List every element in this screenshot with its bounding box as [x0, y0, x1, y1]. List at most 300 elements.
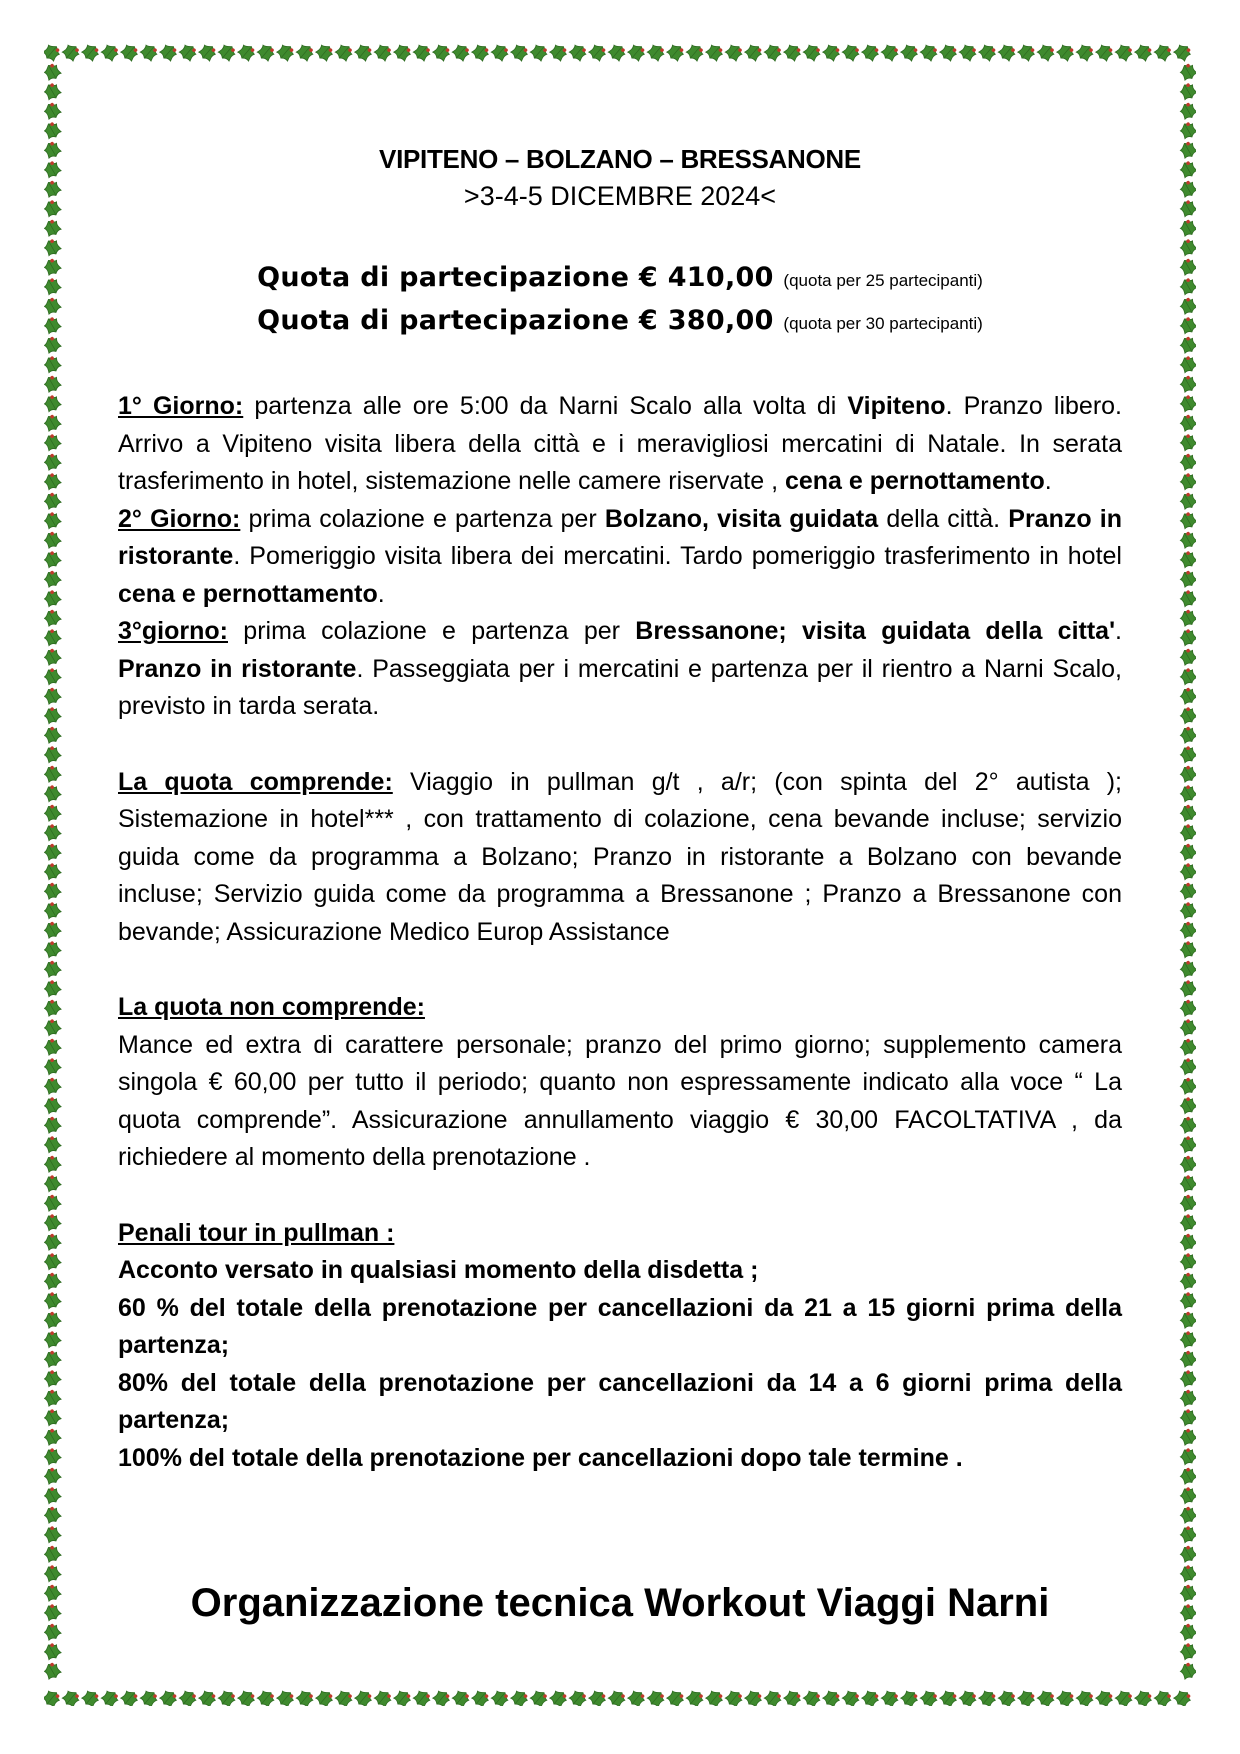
penalty-item: 80% del totale della prenotazione per cancellazioni da 14 a 6 giorni prima della partenza;	[118, 1368, 1122, 1434]
day-1-text: partenza alle ore 5:00 da Narni Scalo alla volta di	[243, 392, 848, 420]
holly-leaf-icon	[1178, 1290, 1196, 1310]
holly-leaf-icon	[880, 44, 900, 63]
holly-leaf-icon	[197, 1688, 217, 1706]
holly-leaf-icon	[782, 1688, 802, 1706]
holly-leaf-icon	[1178, 81, 1196, 101]
day-3-bold: Pranzo in ristorante	[118, 654, 357, 683]
holly-leaf-icon	[1178, 1349, 1196, 1369]
holly-leaf-icon	[1178, 1056, 1196, 1076]
holly-leaf-icon	[1172, 44, 1192, 63]
holly-leaf-icon	[1178, 1446, 1196, 1466]
holly-leaf-icon	[44, 1407, 62, 1427]
holly-leaf-icon	[44, 861, 62, 881]
excludes-heading: La quota non comprende:	[118, 993, 425, 1021]
holly-leaf-icon	[44, 491, 62, 511]
holly-leaf-icon	[44, 783, 62, 803]
holly-leaf-icon	[1178, 1485, 1196, 1505]
holly-leaf-icon	[334, 1688, 354, 1706]
holly-leaf-icon	[44, 725, 62, 745]
holly-leaf-icon	[1178, 237, 1196, 257]
holly-leaf-icon	[44, 1466, 62, 1486]
holly-leaf-icon	[743, 1688, 763, 1706]
holly-leaf-icon	[44, 666, 62, 686]
holly-leaf-icon	[44, 627, 62, 647]
holly-leaf-icon	[1178, 1037, 1196, 1057]
day-3-paragraph	[118, 613, 1122, 726]
holly-leaf-icon	[1178, 491, 1196, 511]
holly-leaf-icon	[1178, 198, 1196, 218]
holly-leaf-icon	[44, 1076, 62, 1096]
holly-leaf-icon	[821, 1688, 841, 1706]
holly-leaf-icon	[80, 44, 100, 63]
holly-leaf-icon	[1178, 1017, 1196, 1037]
holly-leaf-icon	[275, 1688, 295, 1706]
holly-leaf-icon	[1178, 1622, 1196, 1642]
holly-leaf-icon	[685, 44, 705, 63]
holly-leaf-icon	[44, 510, 62, 530]
holly-leaf-icon	[665, 1688, 685, 1706]
holly-leaf-icon	[1178, 432, 1196, 452]
holly-leaf-icon	[997, 1688, 1017, 1706]
penalties-heading: Penali tour in pullman :	[118, 1218, 395, 1247]
holly-leaf-icon	[1178, 510, 1196, 530]
holly-leaf-icon	[178, 44, 198, 63]
includes-paragraph	[118, 764, 1122, 952]
holly-leaf-icon	[1178, 140, 1196, 160]
holly-leaf-icon	[44, 1095, 62, 1115]
holly-leaf-icon	[44, 374, 62, 394]
day-3-heading: 3°giorno:	[118, 617, 228, 645]
holly-leaf-icon	[100, 44, 120, 63]
holly-leaf-icon	[392, 1688, 412, 1706]
holly-leaf-icon	[1075, 1688, 1095, 1706]
holly-leaf-icon	[743, 44, 763, 63]
holly-leaf-icon	[100, 1688, 120, 1706]
holly-leaf-icon	[61, 44, 81, 63]
holly-leaf-icon	[1178, 1583, 1196, 1603]
holly-leaf-icon	[1178, 744, 1196, 764]
day-1-text: .	[1044, 467, 1052, 495]
holly-leaf-icon	[1178, 608, 1196, 628]
day-2-paragraph	[118, 501, 1122, 614]
excludes-text: Mance ed extra di carattere personale; pranzo del primo giorno; supplemento camera singola € 60,00 per tutto il periodo; quanto non espressamente indicato alla voce “ La quota comprende”. Assicurazione annullamento viaggio € 30,00 FACOLTATIVA , da richiedere al momento della prenotazione .	[118, 1030, 1122, 1171]
trip-title: VIPITENO – BOLZANO – BRESSANONE	[379, 144, 861, 174]
holly-leaf-icon	[938, 44, 958, 63]
holly-leaf-icon	[1178, 335, 1196, 355]
holly-leaf-icon	[997, 44, 1017, 63]
holly-leaf-icon	[1178, 315, 1196, 335]
holly-leaf-icon	[44, 1622, 62, 1642]
holly-leaf-icon	[899, 1688, 919, 1706]
holly-leaf-icon	[490, 44, 510, 63]
holly-leaf-icon	[1178, 861, 1196, 881]
holly-leaf-icon	[44, 1641, 62, 1661]
holly-leaf-icon	[1133, 1688, 1153, 1706]
holly-leaf-icon	[685, 1688, 705, 1706]
price-quote-note: (quota per 30 partecipanti)	[783, 314, 983, 333]
holly-leaf-icon	[1178, 471, 1196, 491]
holly-leaf-icon	[1075, 44, 1095, 63]
holly-leaf-icon	[295, 44, 315, 63]
holly-leaf-icon	[80, 1688, 100, 1706]
holly-leaf-icon	[392, 44, 412, 63]
holly-leaf-icon	[139, 1688, 159, 1706]
holly-leaf-icon	[919, 44, 939, 63]
holly-leaf-icon	[158, 44, 178, 63]
holly-leaf-icon	[626, 1688, 646, 1706]
holly-leaf-icon	[665, 44, 685, 63]
holly-leaf-icon	[1153, 44, 1173, 63]
holly-leaf-icon	[509, 44, 529, 63]
holly-leaf-icon	[1036, 1688, 1056, 1706]
holly-leaf-icon	[44, 452, 62, 472]
holly-leaf-icon	[1178, 764, 1196, 784]
holly-leaf-icon	[44, 1446, 62, 1466]
holly-leaf-icon	[178, 1688, 198, 1706]
holly-leaf-icon	[353, 1688, 373, 1706]
holly-leaf-icon	[44, 686, 62, 706]
holly-leaf-icon	[1178, 998, 1196, 1018]
holly-leaf-icon	[1178, 627, 1196, 647]
holly-leaf-icon	[44, 1193, 62, 1213]
day-2-bold: Pranzo in ristorante	[118, 504, 1123, 570]
holly-leaf-icon	[44, 1232, 62, 1252]
holly-leaf-icon	[44, 764, 62, 784]
day-3-bold: Bressanone; visita guidata della citta'	[635, 617, 1116, 645]
holly-leaf-icon	[1178, 647, 1196, 667]
holly-leaf-icon	[1055, 1688, 1075, 1706]
penalty-item: 100% del totale della prenotazione per cancellazioni dopo tale termine .	[118, 1443, 963, 1472]
price-quotes	[118, 258, 1122, 344]
holly-leaf-icon	[1178, 257, 1196, 277]
holly-leaf-icon	[1178, 296, 1196, 316]
holly-leaf-icon	[587, 44, 607, 63]
holly-leaf-icon	[802, 1688, 822, 1706]
holly-leaf-icon	[44, 608, 62, 628]
holly-leaf-icon	[977, 1688, 997, 1706]
holly-leaf-icon	[1178, 1310, 1196, 1330]
holly-leaf-icon	[958, 44, 978, 63]
holly-leaf-icon	[529, 44, 549, 63]
holly-leaf-icon	[1178, 62, 1196, 82]
holly-leaf-icon	[295, 1688, 315, 1706]
holly-leaf-icon	[1178, 1251, 1196, 1271]
holly-leaf-icon	[860, 1688, 880, 1706]
holly-leaf-icon	[490, 1688, 510, 1706]
day-3-text: . Passeggiata per i mercatini e partenza per il rientro a Narni Scalo, previsto in tarda serata.	[118, 654, 1122, 720]
holly-leaf-icon	[1178, 842, 1196, 862]
holly-leaf-icon	[1178, 1368, 1196, 1388]
holly-leaf-icon	[44, 335, 62, 355]
holly-leaf-icon	[44, 647, 62, 667]
holly-leaf-icon	[275, 44, 295, 63]
holly-leaf-icon	[1178, 1329, 1196, 1349]
holly-leaf-icon	[44, 393, 62, 413]
holly-leaf-icon	[44, 159, 62, 179]
holly-leaf-icon	[217, 44, 237, 63]
holly-leaf-icon	[470, 44, 490, 63]
holly-leaf-icon	[44, 939, 62, 959]
holly-leaf-icon	[841, 44, 861, 63]
holly-leaf-icon	[1114, 44, 1134, 63]
holly-leaf-icon	[44, 1154, 62, 1174]
holly-leaf-icon	[1178, 1115, 1196, 1135]
holly-leaf-icon	[431, 44, 451, 63]
holly-leaf-icon	[1178, 1544, 1196, 1564]
spacer	[118, 1177, 1122, 1215]
holly-leaf-icon	[451, 44, 471, 63]
holly-leaf-icon	[44, 1505, 62, 1525]
holly-leaf-icon	[44, 1037, 62, 1057]
holly-leaf-icon	[44, 1115, 62, 1135]
price-quote-30	[118, 301, 1122, 344]
holly-leaf-icon	[1178, 1602, 1196, 1622]
penalty-item: Acconto versato in qualsiasi momento della disdetta ;	[118, 1256, 759, 1284]
document-content	[118, 140, 1122, 1477]
holly-leaf-icon	[44, 354, 62, 374]
holly-leaf-icon	[1178, 1661, 1196, 1681]
holly-leaf-icon	[548, 44, 568, 63]
holly-leaf-icon	[1178, 978, 1196, 998]
holly-leaf-icon	[44, 1271, 62, 1291]
holly-leaf-icon	[958, 1688, 978, 1706]
holly-leaf-icon	[314, 44, 334, 63]
holly-leaf-icon	[44, 1563, 62, 1583]
day-2-heading: 2° Giorno:	[118, 504, 241, 533]
holly-leaf-icon	[44, 296, 62, 316]
holly-leaf-icon	[1178, 705, 1196, 725]
holly-leaf-icon	[880, 1688, 900, 1706]
holly-leaf-icon	[44, 81, 62, 101]
holly-leaf-icon	[44, 998, 62, 1018]
holly-leaf-icon	[44, 218, 62, 238]
holly-leaf-icon	[938, 1688, 958, 1706]
penalties-section	[118, 1215, 1122, 1478]
price-quote-note: (quota per 25 partecipanti)	[783, 271, 983, 290]
holly-leaf-icon	[919, 1688, 939, 1706]
itinerary-body	[118, 388, 1122, 1477]
holly-leaf-icon	[44, 1602, 62, 1622]
holly-leaf-icon	[899, 44, 919, 63]
holly-leaf-icon	[44, 900, 62, 920]
day-1-text: . Pranzo libero. Arrivo a Vipiteno visita libera della città e i meravigliosi mercatini di Natale. In serata trasferimento in hotel, sistemazione nelle camere riservate ,	[118, 392, 1123, 495]
holly-leaf-icon	[44, 1524, 62, 1544]
day-1-bold: Vipiteno	[847, 392, 946, 420]
price-quote-label: Quota di partecipazione € 410,00	[257, 262, 774, 293]
holly-leaf-icon	[1094, 44, 1114, 63]
holly-leaf-icon	[1016, 1688, 1036, 1706]
holly-leaf-icon	[44, 920, 62, 940]
holly-leaf-icon	[1178, 588, 1196, 608]
holly-leaf-icon	[44, 237, 62, 257]
holly-leaf-icon	[977, 44, 997, 63]
holly-leaf-icon	[724, 44, 744, 63]
holly-leaf-icon	[1178, 218, 1196, 238]
penalty-item: 60 % del totale della prenotazione per cancellazioni da 21 a 15 giorni prima della partenza;	[118, 1293, 1122, 1359]
holly-leaf-icon	[44, 881, 62, 901]
holly-leaf-icon	[1178, 900, 1196, 920]
holly-leaf-icon	[860, 44, 880, 63]
holly-leaf-icon	[44, 1485, 62, 1505]
day-1-bold: cena e pernottamento	[784, 467, 1045, 495]
holly-leaf-icon	[44, 413, 62, 433]
holly-leaf-icon	[1178, 179, 1196, 199]
holly-leaf-icon	[1178, 374, 1196, 394]
holly-leaf-icon	[763, 1688, 783, 1706]
holly-leaf-icon	[1178, 569, 1196, 589]
holly-leaf-icon	[44, 978, 62, 998]
holly-leaf-icon	[44, 1544, 62, 1564]
includes-heading: La quota comprende:	[118, 767, 393, 796]
holly-leaf-icon	[236, 1688, 256, 1706]
holly-leaf-icon	[236, 44, 256, 63]
holly-leaf-icon	[44, 1583, 62, 1603]
holly-leaf-icon	[1178, 881, 1196, 901]
day-2-text: prima colazione e partenza per	[240, 504, 605, 533]
holly-leaf-icon	[1178, 1641, 1196, 1661]
holly-leaf-icon	[1036, 44, 1056, 63]
holly-leaf-icon	[646, 1688, 666, 1706]
holly-leaf-icon	[44, 101, 62, 121]
holly-leaf-icon	[44, 1329, 62, 1349]
holly-leaf-icon	[44, 569, 62, 589]
holly-leaf-icon	[568, 44, 588, 63]
holly-leaf-icon	[1178, 393, 1196, 413]
holly-leaf-icon	[44, 140, 62, 160]
holly-leaf-icon	[1055, 44, 1075, 63]
holly-leaf-icon	[782, 44, 802, 63]
holly-leaf-icon	[44, 1310, 62, 1330]
holly-leaf-icon	[44, 588, 62, 608]
holly-leaf-icon	[1178, 413, 1196, 433]
holly-leaf-icon	[119, 1688, 139, 1706]
holly-leaf-icon	[44, 1349, 62, 1369]
holly-leaf-icon	[44, 179, 62, 199]
holly-leaf-icon	[1178, 1466, 1196, 1486]
holly-leaf-icon	[1178, 1524, 1196, 1544]
holly-leaf-icon	[158, 1688, 178, 1706]
holly-leaf-icon	[1178, 120, 1196, 140]
holly-leaf-icon	[256, 44, 276, 63]
holly-leaf-icon	[568, 1688, 588, 1706]
holly-leaf-icon	[1178, 822, 1196, 842]
holly-leaf-icon	[451, 1688, 471, 1706]
holly-leaf-icon	[1178, 354, 1196, 374]
day-1-heading: 1° Giorno:	[118, 392, 244, 420]
day-2-text: . Pomeriggio visita libera dei mercatini. Tardo pomeriggio trasferimento in hotel	[233, 542, 1122, 570]
holly-leaf-icon	[704, 44, 724, 63]
holly-leaf-icon	[44, 549, 62, 569]
holly-leaf-icon	[412, 1688, 432, 1706]
holly-leaf-icon	[44, 842, 62, 862]
holly-leaf-icon	[44, 1251, 62, 1271]
holly-leaf-icon	[587, 1688, 607, 1706]
holly-leaf-icon	[44, 530, 62, 550]
holly-leaf-icon	[1178, 452, 1196, 472]
holly-leaf-icon	[431, 1688, 451, 1706]
holly-leaf-icon	[607, 1688, 627, 1706]
holly-leaf-icon	[44, 276, 62, 296]
price-quote-label: Quota di partecipazione € 380,00	[257, 305, 774, 336]
holly-leaf-icon	[1094, 1688, 1114, 1706]
holly-leaf-icon	[1178, 1563, 1196, 1583]
holly-leaf-icon	[1016, 44, 1036, 63]
holly-leaf-icon	[139, 44, 159, 63]
holly-leaf-icon	[44, 432, 62, 452]
day-3-text: prima colazione e partenza per	[228, 617, 636, 645]
holly-leaf-icon	[1178, 101, 1196, 121]
holly-leaf-icon	[61, 1688, 81, 1706]
day-2-text: .	[377, 579, 385, 608]
holly-leaf-icon	[44, 315, 62, 335]
holly-leaf-icon	[1178, 1076, 1196, 1096]
holly-leaf-icon	[1178, 1232, 1196, 1252]
holly-leaf-icon	[1114, 1688, 1134, 1706]
holly-leaf-icon	[334, 44, 354, 63]
holly-leaf-icon	[44, 1056, 62, 1076]
spacer	[118, 726, 1122, 764]
holly-leaf-icon	[1178, 666, 1196, 686]
holly-leaf-icon	[44, 44, 62, 63]
holly-leaf-icon	[1178, 1427, 1196, 1447]
holly-leaf-icon	[353, 44, 373, 63]
holly-leaf-icon	[1153, 1688, 1173, 1706]
holly-leaf-icon	[1178, 1505, 1196, 1525]
holly-leaf-icon	[373, 1688, 393, 1706]
holly-leaf-icon	[548, 1688, 568, 1706]
holly-leaf-icon	[44, 1388, 62, 1408]
holly-leaf-icon	[607, 44, 627, 63]
holly-leaf-icon	[1178, 1154, 1196, 1174]
holly-leaf-icon	[44, 803, 62, 823]
holly-leaf-icon	[1178, 803, 1196, 823]
holly-leaf-icon	[1178, 686, 1196, 706]
holly-leaf-icon	[44, 1427, 62, 1447]
holly-leaf-icon	[529, 1688, 549, 1706]
day-2-bold: cena e pernottamento	[118, 579, 378, 608]
holly-leaf-icon	[1178, 920, 1196, 940]
holly-leaf-icon	[197, 44, 217, 63]
holly-leaf-icon	[1178, 1407, 1196, 1427]
penalties-heading-line	[118, 1215, 1122, 1253]
holly-leaf-icon	[44, 1661, 62, 1681]
day-2-text: della città.	[878, 504, 1009, 533]
holly-leaf-icon	[256, 1688, 276, 1706]
holly-leaf-icon	[626, 44, 646, 63]
holly-leaf-icon	[44, 1688, 62, 1706]
holly-leaf-icon	[373, 44, 393, 63]
holly-leaf-icon	[509, 1688, 529, 1706]
holly-leaf-icon	[44, 62, 62, 82]
holly-leaf-icon	[1178, 1134, 1196, 1154]
holly-leaf-icon	[1178, 1173, 1196, 1193]
holly-leaf-icon	[314, 1688, 334, 1706]
holly-leaf-icon	[1133, 44, 1153, 63]
includes-text: Viaggio in pullman g/t , a/r; (con spinta del 2° autista ); Sistemazione in hotel*** , con trattamento di colazione, cena bevande incluse; servizio guida come da programma a Bolzano; Pranzo in ristorante a Bolzano con bevande incluse; Servizio guida come da programma a Bressanone ; Pranzo a Bressanone con bevande; Assicurazione Medico Europ Assistance	[118, 767, 1123, 946]
holly-leaf-icon	[1178, 159, 1196, 179]
organizer-footer: Organizzazione tecnica Workout Viaggi Narni	[190, 1581, 1050, 1625]
holly-leaf-icon	[1178, 783, 1196, 803]
holly-leaf-icon	[1178, 549, 1196, 569]
holly-leaf-icon	[44, 1173, 62, 1193]
holly-leaf-icon	[1178, 959, 1196, 979]
holly-leaf-icon	[1178, 276, 1196, 296]
day-1-paragraph	[118, 388, 1122, 501]
holly-leaf-icon	[119, 44, 139, 63]
holly-leaf-icon	[412, 44, 432, 63]
holly-leaf-icon	[841, 1688, 861, 1706]
holly-leaf-icon	[704, 1688, 724, 1706]
